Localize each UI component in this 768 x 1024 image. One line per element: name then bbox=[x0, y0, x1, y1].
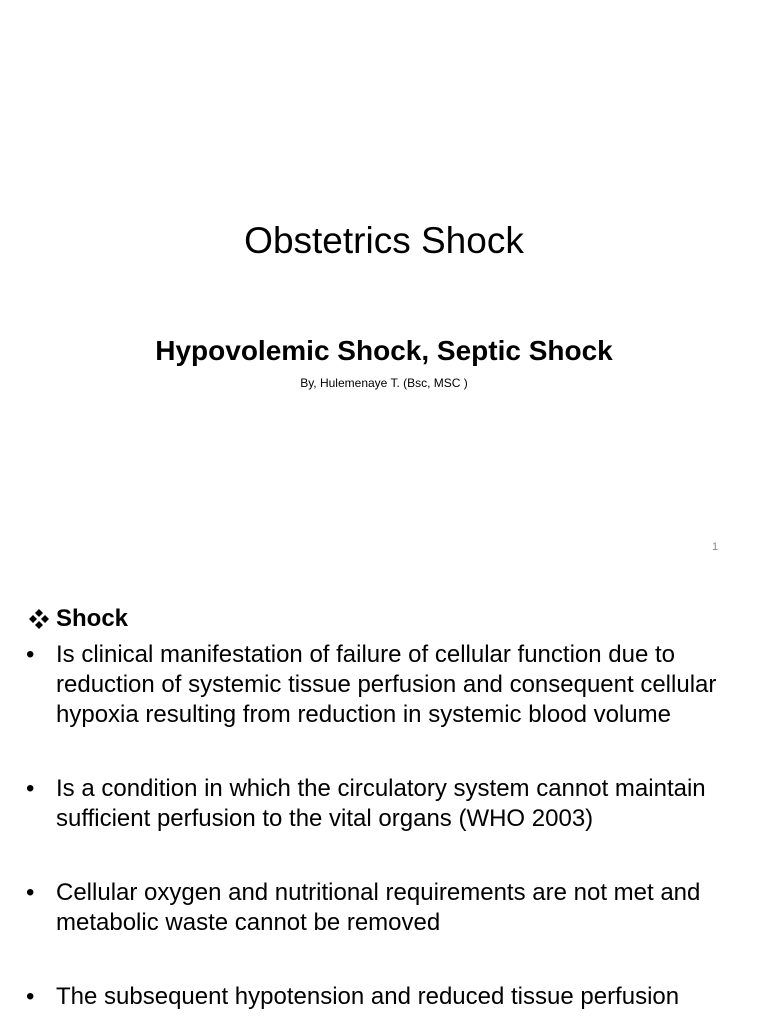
bullet-text: Cellular oxygen and nutritional requirements are not met and metabolic waste cannot be removed bbox=[56, 879, 701, 936]
bullet-text: Is clinical manifestation of failure of cellular function due to reduction of systemic tissue perfusion and consequent cellular hypoxia resulting from reduction in systemic blood volume bbox=[56, 641, 717, 728]
bullet-list bbox=[0, 640, 768, 1024]
bullet-dot-icon: • bbox=[26, 775, 35, 802]
content-slide bbox=[0, 576, 768, 1024]
bullet-dot-icon: • bbox=[26, 641, 35, 668]
author-line: By, Hulemenaye T. (Bsc, MSC ) bbox=[300, 376, 468, 390]
section-heading bbox=[28, 604, 128, 634]
bullet-item bbox=[0, 640, 768, 730]
four-diamond-bullet-icon bbox=[28, 608, 50, 630]
bullet-item bbox=[0, 982, 768, 1012]
bullet-item bbox=[0, 774, 768, 834]
bullet-dot-icon: • bbox=[26, 983, 35, 1010]
slide-title: Obstetrics Shock bbox=[244, 220, 524, 261]
bullet-dot-icon: • bbox=[26, 879, 35, 906]
bullet-text: The subsequent hypotension and reduced tissue perfusion bbox=[56, 983, 680, 1010]
page-number: 1 bbox=[711, 541, 719, 553]
bullet-item bbox=[0, 878, 768, 938]
slide-subtitle: Hypovolemic Shock, Septic Shock bbox=[155, 335, 613, 366]
heading-text: Shock bbox=[56, 605, 129, 632]
bullet-text: Is a condition in which the circulatory system cannot maintain sufficient perfusion to the vital organs (WHO 2003) bbox=[56, 775, 706, 832]
